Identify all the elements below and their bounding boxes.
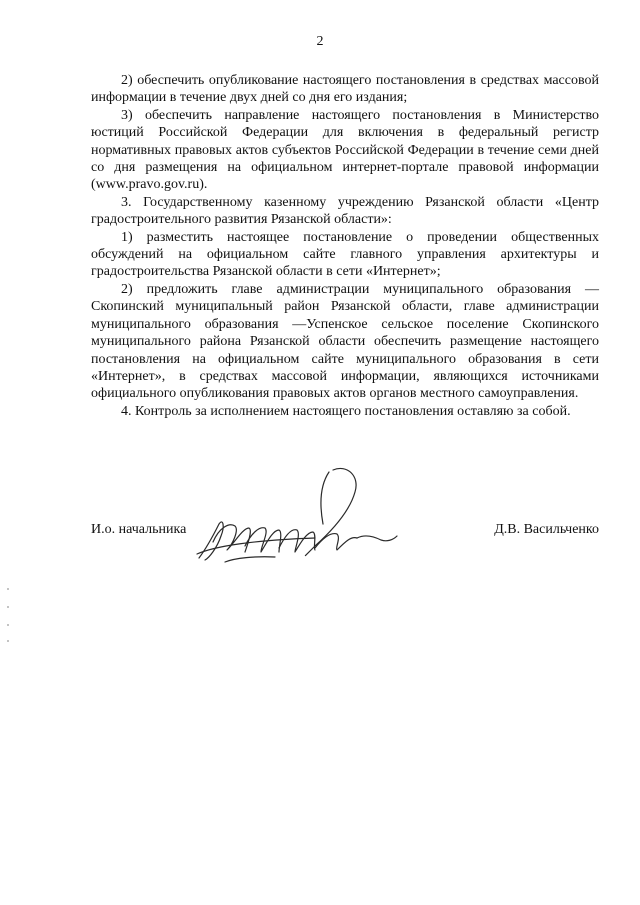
paragraph-municipal-posting: 2) предложить главе администрации муниципального образования — Скопинский муниципальный район Рязанской области, главе администрации муниципального образования —Успенское сельское поселение Скопинского муниципального района Рязанской области обеспечить размещение настоящего постановления на официальном сайте муниципального образования в сети «Интернет», в средствах массовой информации, являющихся источниками официального опубликования правовых актов органов местного самоуправления. <box>91 281 599 402</box>
signatory-title: И.о. начальника <box>91 522 187 537</box>
paragraph-publication: 2) обеспечить опубликование настоящего постановления в средствах массовой информации в течение двух дней со дня его издания; <box>91 73 599 106</box>
document-body <box>91 72 599 420</box>
signature-block <box>91 522 599 546</box>
paragraph-ministry-of-justice: 3) обеспечить направление настоящего постановления в Министерство юстиций Российской Федерации для включения в федеральный регистр нормативных правовых актов субъектов Российской Федерации в течение семи дней со дня размещения на официальном интернет-портале правовой информации (www.pravo.gov.ru). <box>91 107 599 193</box>
paragraph-public-discussion: 1) разместить настоящее постановление о проведении общественных обсуждений на официальном сайте главного управления архитектуры и градостроительства Рязанской области в сети «Интернет»; <box>91 229 599 280</box>
margin-dot <box>7 606 9 608</box>
margin-dot <box>7 624 9 626</box>
paragraph-control: 4. Контроль за исполнением настоящего постановления оставляю за собой. <box>121 403 571 419</box>
paragraph-state-institution: 3. Государственному казенному учреждению Рязанской области «Центр градостроительного развития Рязанской области»: <box>91 194 599 228</box>
page-number: 2 <box>316 34 324 49</box>
signatory-name: Д.В. Васильченко <box>494 522 599 537</box>
margin-dot <box>7 588 9 590</box>
margin-dot <box>7 640 9 642</box>
binding-margin-marks <box>6 585 10 645</box>
handwritten-signature <box>195 462 400 574</box>
